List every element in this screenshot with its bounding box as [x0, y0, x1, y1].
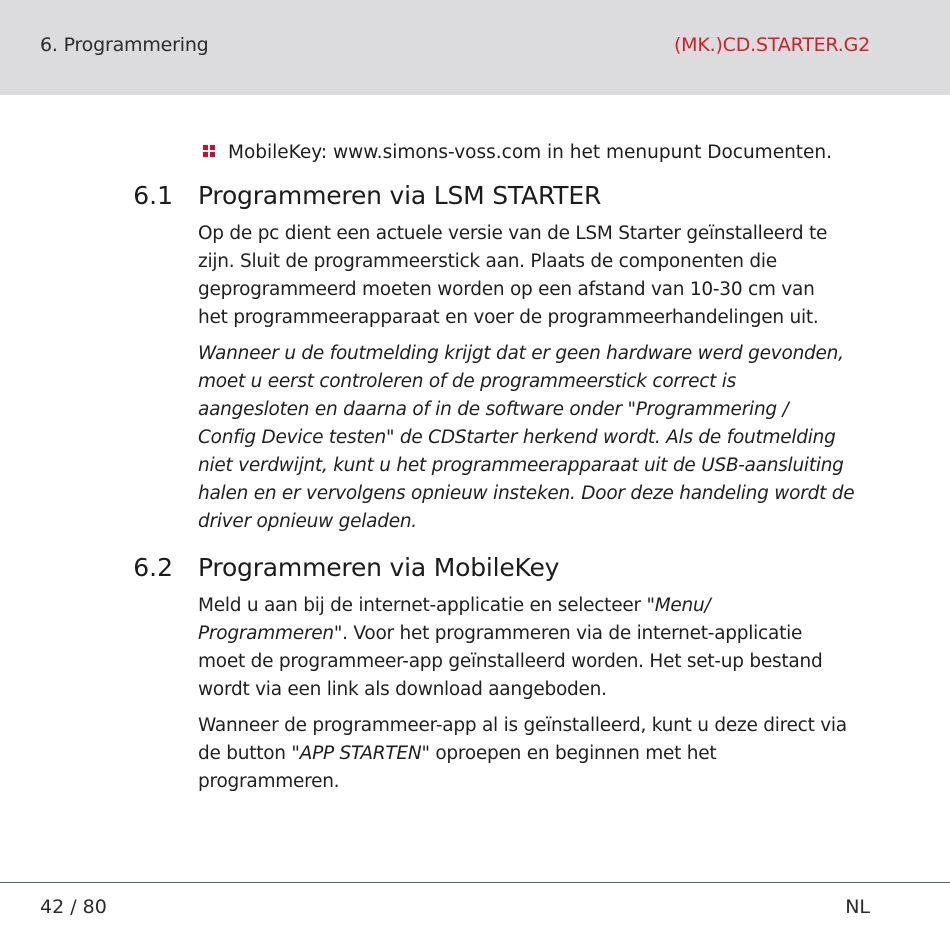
product-name: (MK.)CD.STARTER.G2 [673, 34, 870, 56]
text-line: Programmeren". Voor het programmeren via de internet-applicatie [198, 623, 803, 644]
text-line: wordt via een link als download aangeboden. [198, 679, 607, 700]
text-line: Wanneer de programmeer-app al is geïnstalleerd, kunt u deze direct via [198, 715, 847, 736]
text-line: niet verdwijnt, kunt u het programmeerapparaat uit de USB-aansluiting [198, 455, 844, 476]
section2-paragraph1 [198, 592, 878, 704]
section2-paragraph2 [198, 712, 878, 796]
section-title: Programmeren via MobileKey [198, 553, 560, 582]
text-line: driver opnieuw geladen. [198, 511, 417, 532]
section1-paragraph2-note [198, 340, 878, 536]
text-line: aangesloten en daarna of in de software onder "Programmering / [198, 399, 789, 420]
bullet-text: MobileKey: www.simons-voss.com in het menupunt Documenten. [228, 142, 833, 163]
section-number: 6.1 [133, 181, 173, 210]
page-number: 42 / 80 [40, 896, 107, 918]
page-header [0, 0, 950, 95]
section-number: 6.2 [133, 553, 173, 582]
section-title: Programmeren via LSM STARTER [198, 181, 602, 210]
language-code: NL [845, 896, 870, 918]
text-line: Config Device testen" de CDStarter herkend wordt. Als de foutmelding [198, 427, 836, 448]
bullet-item [203, 139, 903, 167]
text-line: moet u eerst controleren of de programmeerstick correct is [198, 371, 737, 392]
text-line: moet de programmeer-app geïnstalleerd worden. Het set-up bestand [198, 651, 823, 672]
red-square-bullet-icon [203, 145, 216, 158]
chapter-title: 6. Programmering [40, 34, 209, 56]
text-line: Wanneer u de foutmelding krijgt dat er geen hardware werd gevonden, [198, 343, 844, 364]
text-line: zijn. Sluit de programmeerstick aan. Plaats de componenten die [198, 251, 777, 272]
text-line: programmeren. [198, 771, 340, 792]
text-line: Meld u aan bij de internet-applicatie en selecteer "Menu/ [198, 595, 711, 616]
footer-divider [0, 882, 950, 883]
text-line: de button "APP STARTEN" oproepen en beginnen met het [198, 743, 717, 764]
text-line: geprogrammeerd moeten worden op een afstand van 10-30 cm van [198, 279, 815, 300]
text-line: halen en er vervolgens opnieuw insteken. Door deze handeling wordt de [198, 483, 855, 504]
section1-paragraph1 [198, 220, 878, 332]
text-line: Op de pc dient een actuele versie van de LSM Starter geïnstalleerd te [198, 223, 828, 244]
text-line: het programmeerapparaat en voer de programmeerhandelingen uit. [198, 307, 819, 328]
